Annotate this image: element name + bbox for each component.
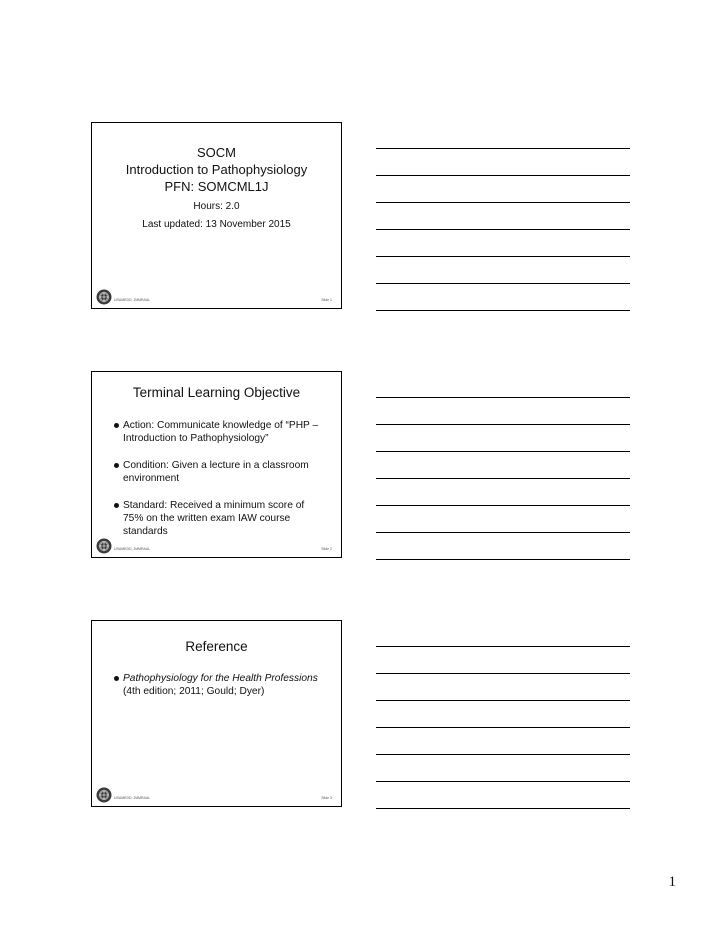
reference-details: (4th edition; 2011; Gould; Dyer)	[123, 686, 265, 697]
note-line	[376, 700, 630, 701]
note-line	[376, 175, 630, 176]
course-code: SOCM	[197, 145, 236, 160]
army-medical-seal-icon	[96, 538, 112, 554]
footer-organization: USAMEDD, JMMRAAL	[114, 796, 151, 800]
note-line	[376, 451, 630, 452]
course-hours: Hours: 2.0	[193, 201, 240, 212]
note-line	[376, 424, 630, 425]
note-line	[376, 646, 630, 647]
note-line	[376, 310, 630, 311]
objective-standard: Standard: Received a minimum score of 75% on the written exam IAW course standards	[114, 499, 325, 538]
note-line	[376, 202, 630, 203]
slide-1-title	[92, 144, 341, 195]
slide-3	[91, 620, 342, 807]
note-line	[376, 229, 630, 230]
note-line	[376, 148, 630, 149]
page-number: 1	[668, 874, 676, 890]
note-line	[376, 754, 630, 755]
note-line	[376, 397, 630, 398]
slide-2	[91, 371, 342, 558]
army-medical-seal-icon	[96, 787, 112, 803]
objective-action: Action: Communicate knowledge of “PHP – Introduction to Pathophysiology”	[114, 419, 325, 445]
note-line	[376, 283, 630, 284]
slide-2-title: Terminal Learning Objective	[132, 385, 301, 400]
footer-organization: USAMEDD, JMMRAAL	[114, 547, 151, 551]
course-pfn: PFN: SOMCML1J	[164, 179, 269, 194]
slide-3-title: Reference	[185, 639, 248, 654]
note-line	[376, 673, 630, 674]
slide-number: Slide 3	[321, 796, 332, 800]
slide-number: Slide 1	[321, 298, 332, 302]
note-line	[376, 478, 630, 479]
note-line	[376, 727, 630, 728]
objective-list	[114, 419, 325, 538]
slide-1-subtitle	[92, 200, 341, 232]
footer-organization: USAMEDD, JMMRAAL	[114, 298, 151, 302]
reference-list	[114, 672, 325, 698]
note-line	[376, 808, 630, 809]
note-line	[376, 559, 630, 560]
slide-1	[91, 122, 342, 309]
army-medical-seal-icon	[96, 289, 112, 305]
objective-condition: Condition: Given a lecture in a classroom environment	[114, 459, 325, 485]
note-line	[376, 256, 630, 257]
last-updated: Last updated: 13 November 2015	[142, 219, 291, 230]
note-line	[376, 505, 630, 506]
note-line	[376, 781, 630, 782]
note-line	[376, 532, 630, 533]
course-title: Introduction to Pathophysiology	[125, 162, 308, 177]
slide-number: Slide 2	[321, 547, 332, 551]
reference-item	[114, 672, 325, 698]
reference-book-title: Pathophysiology for the Health Professions	[123, 673, 318, 684]
